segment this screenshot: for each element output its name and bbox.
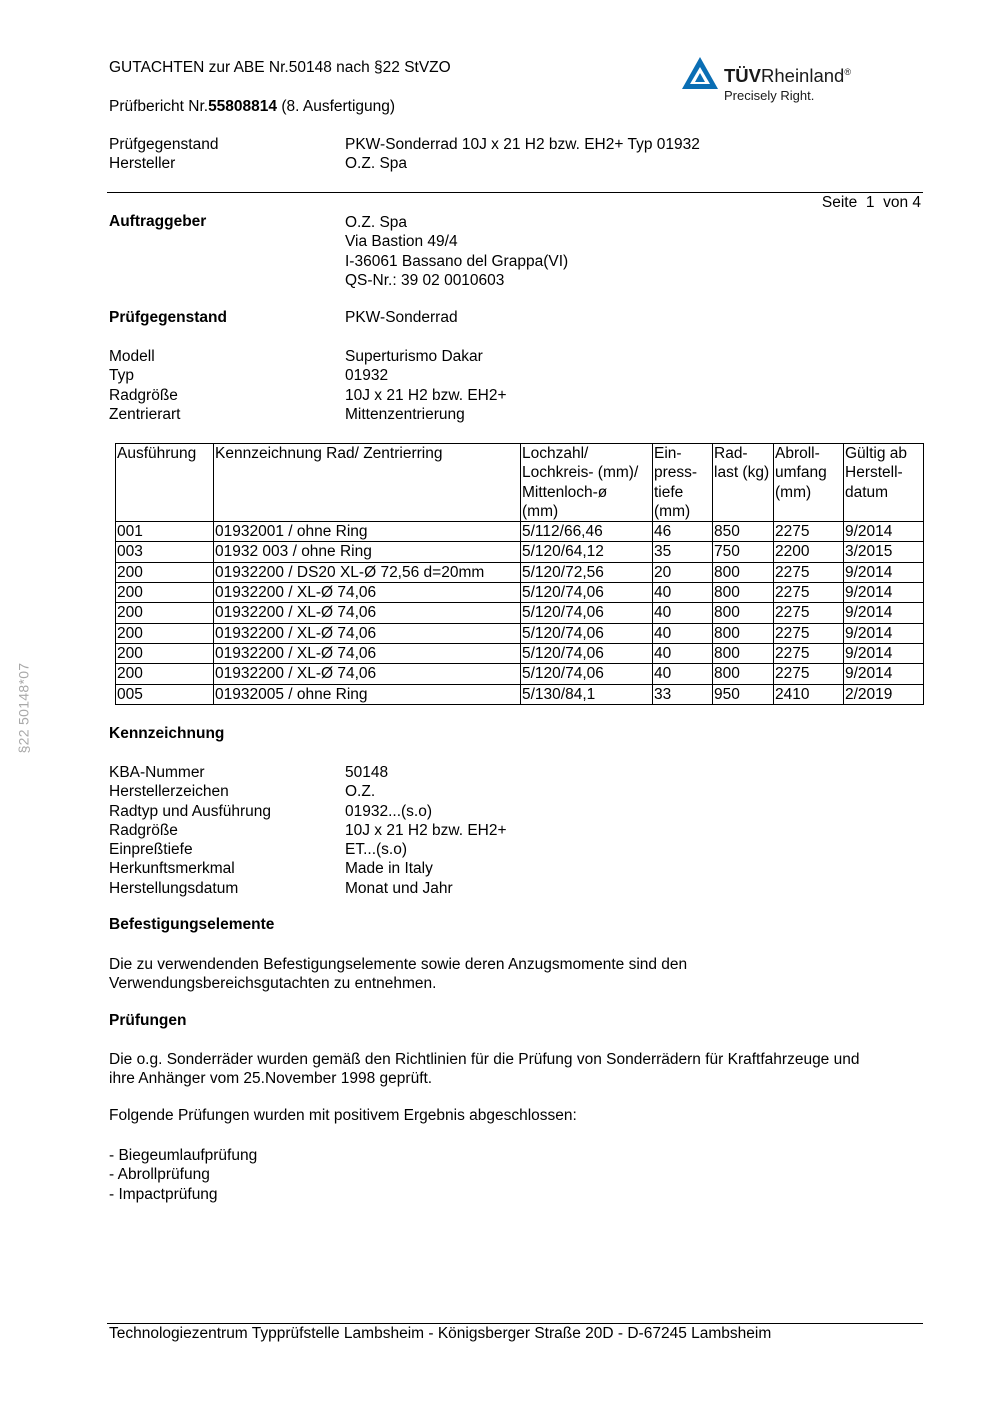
table-cell: 33 (653, 684, 713, 704)
detail-value: 10J x 21 H2 bzw. EH2+ (345, 386, 507, 404)
table-cell: 01932005 / ohne Ring (214, 684, 521, 704)
table-cell: 40 (653, 603, 713, 623)
table-cell: 2410 (774, 684, 844, 704)
table-cell: 9/2014 (844, 643, 924, 663)
table-cell: 2275 (774, 623, 844, 643)
marking-value: 50148 (345, 764, 389, 781)
table-cell: 5/112/66,46 (521, 522, 653, 542)
page-indicator: Seite 1 von 4 (821, 194, 921, 211)
column-header: Abroll- umfang (mm) (774, 444, 844, 522)
header-divider (107, 192, 923, 193)
table-cell: 9/2014 (844, 603, 924, 623)
table-cell: 01932200 / XL-Ø 74,06 (214, 603, 521, 623)
table-cell: 001 (116, 522, 214, 542)
table-cell: 2275 (774, 603, 844, 623)
marking-value: Made in Italy (345, 860, 433, 878)
tests-intro: Folgende Prüfungen wurden mit positivem Ergebnis abgeschlossen: (109, 1107, 577, 1124)
table-cell: 005 (116, 684, 214, 704)
client-line: O.Z. Spa (345, 214, 408, 231)
table-cell: 9/2014 (844, 623, 924, 643)
table-row (116, 684, 924, 704)
table-cell: 5/120/72,56 (521, 562, 653, 582)
table-cell: 750 (713, 542, 774, 562)
header-manufacturer-label: Hersteller (109, 155, 176, 172)
table-cell: 2275 (774, 643, 844, 663)
report-prefix: Prüfbericht Nr. (109, 98, 209, 115)
table-cell: 200 (116, 664, 214, 684)
table-cell: 9/2014 (844, 664, 924, 684)
column-header: Gültig ab Herstell- datum (844, 444, 924, 522)
list-item: - Biegeumlaufprüfung (109, 1147, 258, 1164)
marking-label: Radgröße (109, 821, 178, 839)
table-cell: 5/120/74,06 (521, 664, 653, 684)
header-manufacturer-value: O.Z. Spa (345, 155, 408, 172)
tuv-logo (724, 62, 851, 104)
client-line: QS-Nr.: 39 02 0010603 (345, 271, 505, 289)
table-cell: 800 (713, 664, 774, 684)
column-header: Ausführung (116, 444, 214, 522)
table-cell: 200 (116, 583, 214, 603)
table-cell: 5/130/84,1 (521, 684, 653, 704)
column-header: Rad- last (kg) (713, 444, 774, 522)
report-number: 55808814 (208, 98, 278, 115)
table-cell: 01932200 / XL-Ø 74,06 (214, 643, 521, 663)
table-cell: 800 (713, 603, 774, 623)
marking-value: ET...(s.o) (345, 841, 408, 859)
table-row (116, 562, 924, 582)
table-row (116, 643, 924, 663)
marking-value: 10J x 21 H2 bzw. EH2+ (345, 821, 507, 839)
table-cell: 800 (713, 562, 774, 582)
table-row (116, 664, 924, 684)
table-cell: 35 (653, 542, 713, 562)
side-reference-note: §22 50148*07 (15, 662, 32, 754)
fasteners-line: Verwendungsbereichsgutachten zu entnehmen. (109, 975, 437, 993)
details-labels (109, 347, 181, 424)
marking-label: Einpreßtiefe (109, 841, 193, 859)
document-title: GUTACHTEN zur ABE Nr.50148 nach §22 StVZO (109, 59, 451, 76)
table-row (116, 542, 924, 562)
table-cell: 9/2014 (844, 583, 924, 603)
table-cell: 950 (713, 684, 774, 704)
table-cell: 40 (653, 664, 713, 684)
table-cell: 20 (653, 562, 713, 582)
marking-value: O.Z. (345, 783, 376, 801)
table-row (116, 623, 924, 643)
column-header: Kennzeichnung Rad/ Zentrierring (214, 444, 521, 522)
detail-value: 01932 (345, 367, 389, 385)
marking-label: Radtyp und Ausführung (109, 802, 272, 820)
table-cell: 01932200 / XL-Ø 74,06 (214, 583, 521, 603)
table-cell: 01932200 / XL-Ø 74,06 (214, 623, 521, 643)
table-cell: 5/120/74,06 (521, 583, 653, 603)
table-cell: 5/120/64,12 (521, 542, 653, 562)
header-subject-label: Prüfgegenstand (109, 136, 219, 153)
subject-value: PKW-Sonderrad (345, 309, 458, 326)
footer-address: Technologiezentrum Typprüfstelle Lambsheim - Königsberger Straße 20D - D-67245 Lambsheim (109, 1325, 772, 1342)
detail-label: Radgröße (109, 386, 178, 404)
tests-list (109, 1146, 257, 1204)
tests-line: ihre Anhänger vom 25.November 1998 geprüft. (109, 1070, 433, 1088)
table-cell: 01932200 / XL-Ø 74,06 (214, 664, 521, 684)
table-row (116, 522, 924, 542)
table-cell: 200 (116, 603, 214, 623)
marking-label: Herstellerzeichen (109, 783, 229, 801)
list-item: - Impactprüfung (109, 1185, 218, 1203)
header-subject-value: PKW-Sonderrad 10J x 21 H2 bzw. EH2+ Typ 01932 (345, 136, 700, 153)
table-cell: 40 (653, 623, 713, 643)
table-cell: 003 (116, 542, 214, 562)
column-header: Ein- press- tiefe (mm) (653, 444, 713, 522)
table-cell: 800 (713, 623, 774, 643)
table-cell: 01932001 / ohne Ring (214, 522, 521, 542)
logo-brand: TÜVRheinland® (724, 65, 851, 87)
table-cell: 2275 (774, 664, 844, 684)
table-cell: 2275 (774, 562, 844, 582)
table-cell: 800 (713, 583, 774, 603)
client-line: I-36061 Bassano del Grappa(VI) (345, 252, 569, 270)
fasteners-line: Die zu verwendenden Befestigungselemente sowie deren Anzugsmomente sind den (109, 956, 688, 973)
marking-label: KBA-Nummer (109, 764, 205, 781)
details-values (345, 347, 507, 424)
tuv-triangle-logo-icon (680, 55, 720, 91)
marking-heading: Kennzeichnung (109, 725, 225, 742)
table-cell: 46 (653, 522, 713, 542)
fasteners-heading: Befestigungselemente (109, 916, 275, 933)
table-cell: 01932 003 / ohne Ring (214, 542, 521, 562)
table-cell: 2/2019 (844, 684, 924, 704)
table-cell: 2275 (774, 583, 844, 603)
footer-divider (107, 1323, 923, 1324)
table-cell: 9/2014 (844, 522, 924, 542)
table-cell: 01932200 / DS20 XL-Ø 72,56 d=20mm (214, 562, 521, 582)
table-cell: 200 (116, 562, 214, 582)
tests-line: Die o.g. Sonderräder wurden gemäß den Richtlinien für die Prüfung von Sonderrädern für Kraftfahrzeuge und (109, 1051, 860, 1068)
column-header: Lochzahl/ Lochkreis- (mm)/ Mittenloch-ø (mm) (521, 444, 653, 522)
table-cell: 40 (653, 643, 713, 663)
wheel-spec-table (115, 443, 924, 705)
table-cell: 800 (713, 643, 774, 663)
subject-label: Prüfgegenstand (109, 309, 227, 326)
client-line: Via Bastion 49/4 (345, 233, 458, 251)
table-cell: 2200 (774, 542, 844, 562)
detail-value: Mittenzentrierung (345, 405, 465, 423)
table-cell: 5/120/74,06 (521, 643, 653, 663)
table-cell: 200 (116, 643, 214, 663)
marking-value: 01932...(s.o) (345, 802, 433, 820)
marking-labels (109, 763, 271, 898)
marking-label: Herkunftsmerkmal (109, 860, 235, 878)
detail-label: Typ (109, 367, 134, 385)
logo-slogan: Precisely Right. (724, 88, 815, 104)
table-cell: 9/2014 (844, 562, 924, 582)
tests-heading: Prüfungen (109, 1012, 187, 1029)
table-cell: 5/120/74,06 (521, 603, 653, 623)
tests-paragraph (109, 1050, 859, 1089)
report-suffix: (8. Ausfertigung) (277, 98, 396, 115)
table-header-row (116, 444, 924, 522)
table-cell: 40 (653, 583, 713, 603)
fasteners-text (109, 955, 687, 994)
table-cell: 2275 (774, 522, 844, 542)
marking-values (345, 763, 507, 898)
detail-label: Modell (109, 348, 155, 365)
table-row (116, 583, 924, 603)
table-row (116, 603, 924, 623)
list-item: - Abrollprüfung (109, 1166, 210, 1184)
table-cell: 200 (116, 623, 214, 643)
detail-label: Zentrierart (109, 405, 181, 423)
client-label: Auftraggeber (109, 213, 207, 230)
marking-label: Herstellungsdatum (109, 879, 239, 897)
marking-value: Monat und Jahr (345, 879, 453, 897)
report-number-line (109, 98, 395, 116)
client-address (345, 213, 568, 290)
table-cell: 3/2015 (844, 542, 924, 562)
table-cell: 5/120/74,06 (521, 623, 653, 643)
table-cell: 850 (713, 522, 774, 542)
detail-value: Superturismo Dakar (345, 348, 483, 365)
